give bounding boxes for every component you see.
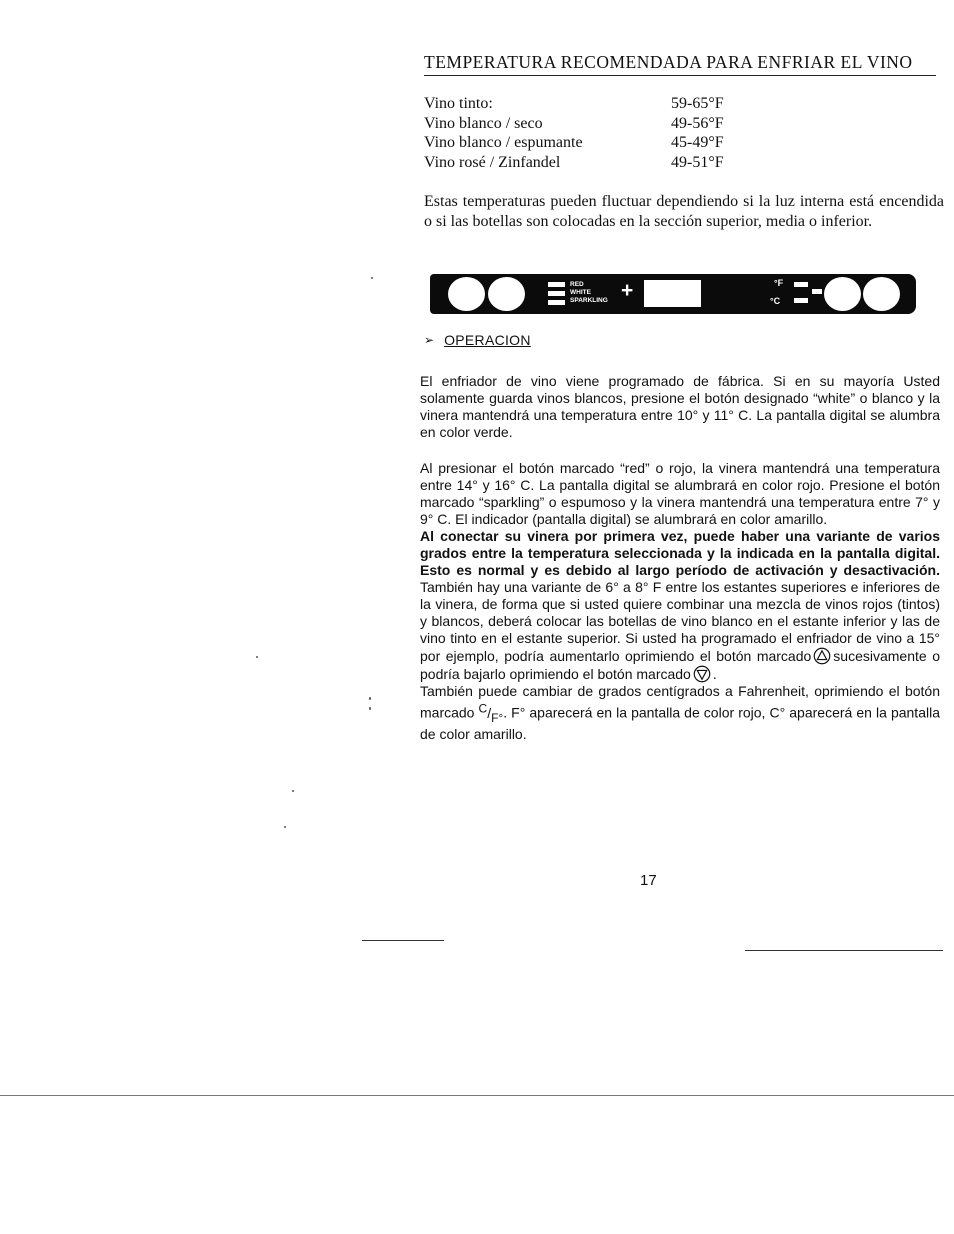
temperature-range: 45-49°F [671, 134, 724, 151]
cf-button-symbol: $^C/_{F^\circ}$ [478, 701, 504, 725]
temperature-table [424, 94, 754, 172]
panel-separator-bar [812, 289, 822, 294]
scan-line [362, 940, 444, 941]
arrow-icon: ➢ [424, 333, 435, 347]
panel-round-button-left-2 [488, 277, 525, 311]
temperature-row [424, 153, 754, 173]
scan-line [745, 950, 943, 951]
wine-type: Vino blanco / seco [424, 114, 543, 132]
paragraph-text: . F° aparecerá en la pantalla de color rojo, C° aparecerá en la pantalla de color amarillo. [420, 704, 940, 743]
red-indicator-bar [548, 282, 565, 287]
paragraph-text: . [712, 666, 717, 682]
fahrenheit-label: °F [774, 278, 784, 288]
page-number: 17 [640, 872, 657, 889]
plus-sign: + [621, 279, 634, 302]
sparkling-indicator-bar [548, 300, 565, 305]
panel-round-button-right-1 [824, 277, 861, 311]
section-heading [424, 332, 531, 348]
temperature-range: 49-56°F [671, 114, 724, 132]
scan-speck [292, 790, 294, 792]
temperature-range: 49-51°F [671, 153, 724, 171]
panel-round-button-left-1 [448, 277, 485, 311]
scan-speck [369, 697, 371, 700]
scan-speck [256, 656, 258, 658]
operation-paragraph-2 [420, 460, 940, 743]
section-heading-text: OPERACION [444, 332, 531, 348]
celsius-label: °C [770, 296, 781, 306]
sparkling-label: SPARKLING [570, 297, 608, 304]
wine-type: Vino rosé / Zinfandel [424, 153, 561, 171]
wine-type: Vino tinto: [424, 95, 493, 112]
scan-speck [371, 277, 373, 279]
paragraph-bold-text: Al conectar su vinera por primera vez, puede haber una variante de varios grados entre la temperatura seleccionada y la indicada en la pantalla digital. Esto es normal y es debido al largo período de activación y desactivación. [420, 528, 940, 578]
scan-speck [369, 707, 371, 710]
temperature-range: 59-65°F [671, 95, 724, 112]
paragraph-text: También puede cambiar de grados centígrados a Fahrenheit, oprimiendo el botón marcado [420, 683, 940, 721]
down-triangle-button-icon [693, 665, 711, 683]
wine-type: Vino blanco / espumante [424, 134, 583, 151]
temperature-note: Estas temperaturas pueden fluctuar dependiendo si la luz interna está encendida o si las botellas son colocadas en la sección superior, media o inferior. [424, 193, 944, 230]
temperature-row [424, 94, 754, 114]
digital-display [644, 280, 701, 307]
celsius-indicator [794, 298, 808, 303]
red-label: RED [570, 281, 584, 288]
temperature-row [424, 114, 754, 134]
paragraph-text: Al presionar el botón marcado “red” o rojo, la vinera mantendrá una temperatura entre 14° y 16° C. La pantalla digital se alumbrará en color rojo. Presione el botón marcado “sparkling” o espumoso y la vinera mantendrá una temperatura entre 7° y 9° C. El indicador (pantalla digital) se alumbrará en color amarillo. [420, 460, 940, 527]
scan-speck [284, 826, 286, 828]
scan-line [0, 1095, 954, 1096]
operation-paragraph-1: El enfriador de vino viene programado de fábrica. Si en su mayoría Usted solamente guarda vinos blancos, presione el botón designado “white” o blanco y la vinera mantendrá una temperatura entre 10° y 11° C. La pantalla digital se alumbra en color verde. [420, 373, 940, 440]
panel-round-button-right-2 [863, 277, 900, 311]
fahrenheit-indicator [794, 282, 808, 287]
control-panel-illustration [430, 274, 916, 314]
paragraph-text: También hay una variante de 6° a 8° F entre los estantes superiores e inferiores de la vinera, de forma que si usted quiere combinar una mezcla de vinos rojos (tintos) y blancos, deberá colocar las botellas de vino blanco en el estante inferior y las de vino tinto en el estante superior. Si usted ha programado el enfriador de vino a 15° por ejemplo, podría aumentarlo oprimiendo el botón marcado [420, 579, 940, 664]
temperature-row [424, 133, 754, 153]
paragraph-text: sucesivamente o podría bajarlo oprimiendo el botón marcado [420, 648, 940, 682]
page-title: TEMPERATURA RECOMENDADA PARA ENFRIAR EL VINO [424, 52, 936, 76]
white-label: WHITE [570, 289, 591, 296]
white-indicator-bar [548, 291, 565, 296]
up-triangle-button-icon [813, 647, 831, 665]
